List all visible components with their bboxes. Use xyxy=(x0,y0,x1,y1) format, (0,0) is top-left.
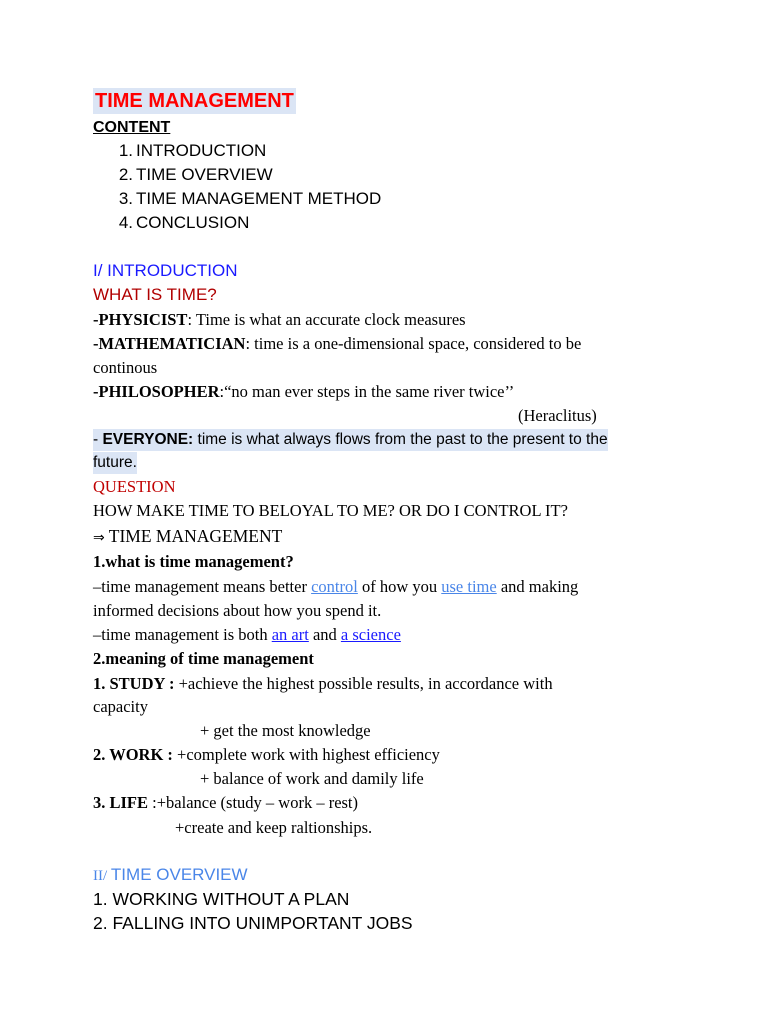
physicist-definition: -PHYSICIST: Time is what an accurate clock measures xyxy=(93,310,466,329)
toc-item: 3. TIME MANAGEMENT METHOD xyxy=(118,189,382,208)
q1-line: informed decisions about how you spend it. xyxy=(93,601,382,620)
life-item: 3. LIFE :+balance (study – work – rest) xyxy=(93,793,359,812)
philosopher-definition: -PHILOSOPHER:“no man ever steps in the same river twice’’ xyxy=(93,382,515,401)
toc-item: 4. CONCLUSION xyxy=(118,213,250,232)
philosopher-credit: (Heraclitus) xyxy=(518,406,597,425)
time-management-arrow-line: ⇒ TIME MANAGEMENT xyxy=(93,526,283,546)
q1-heading: 1.what is time management? xyxy=(93,552,294,571)
study-item: 1. STUDY : +achieve the highest possible results, in accordance with xyxy=(93,674,553,693)
a-science-link[interactable]: a science xyxy=(340,625,401,644)
control-link[interactable]: control xyxy=(311,577,358,596)
study-item-sub: + get the most knowledge xyxy=(200,721,371,740)
q2-heading: 2.meaning of time management xyxy=(93,649,314,668)
arrow-icon: ⇒ xyxy=(93,530,105,546)
toc-item: 1. INTRODUCTION xyxy=(118,141,267,160)
section-heading-time-overview: II/ TIME OVERVIEW xyxy=(93,865,248,884)
document-title: TIME MANAGEMENT xyxy=(95,90,294,112)
an-art-link[interactable]: an art xyxy=(271,625,309,644)
q1-line: –time management is both an art and a science xyxy=(93,625,401,644)
everyone-definition-cont: future. xyxy=(93,452,137,474)
overview-item: 2. FALLING INTO UNIMPORTANT JOBS xyxy=(93,913,413,933)
q1-line: –time management means better control of how you use time and making xyxy=(93,577,579,596)
mathematician-definition-cont: continous xyxy=(93,358,158,377)
toc-item: 2. TIME OVERVIEW xyxy=(118,165,273,184)
study-item-cont: capacity xyxy=(93,697,148,716)
overview-item: 1. WORKING WITHOUT A PLAN xyxy=(93,889,350,909)
mathematician-definition: -MATHEMATICIAN: time is a one-dimensional space, considered to be xyxy=(93,334,582,353)
use-time-link[interactable]: use time xyxy=(441,577,497,596)
section-heading-introduction: I/ INTRODUCTION xyxy=(93,261,238,280)
question-label: QUESTION xyxy=(93,477,176,496)
work-item-sub: + balance of work and damily life xyxy=(200,769,424,788)
content-heading: CONTENT xyxy=(93,119,171,136)
subheading-what-is-time: WHAT IS TIME? xyxy=(93,285,217,304)
work-item: 2. WORK : +complete work with highest efficiency xyxy=(93,745,440,764)
life-item-sub: +create and keep raltionships. xyxy=(175,818,373,837)
everyone-definition: - EVERYONE: time is what always flows from the past to the present to the xyxy=(93,429,608,451)
question-text: HOW MAKE TIME TO BELOYAL TO ME? OR DO I CONTROL IT? xyxy=(93,501,568,520)
